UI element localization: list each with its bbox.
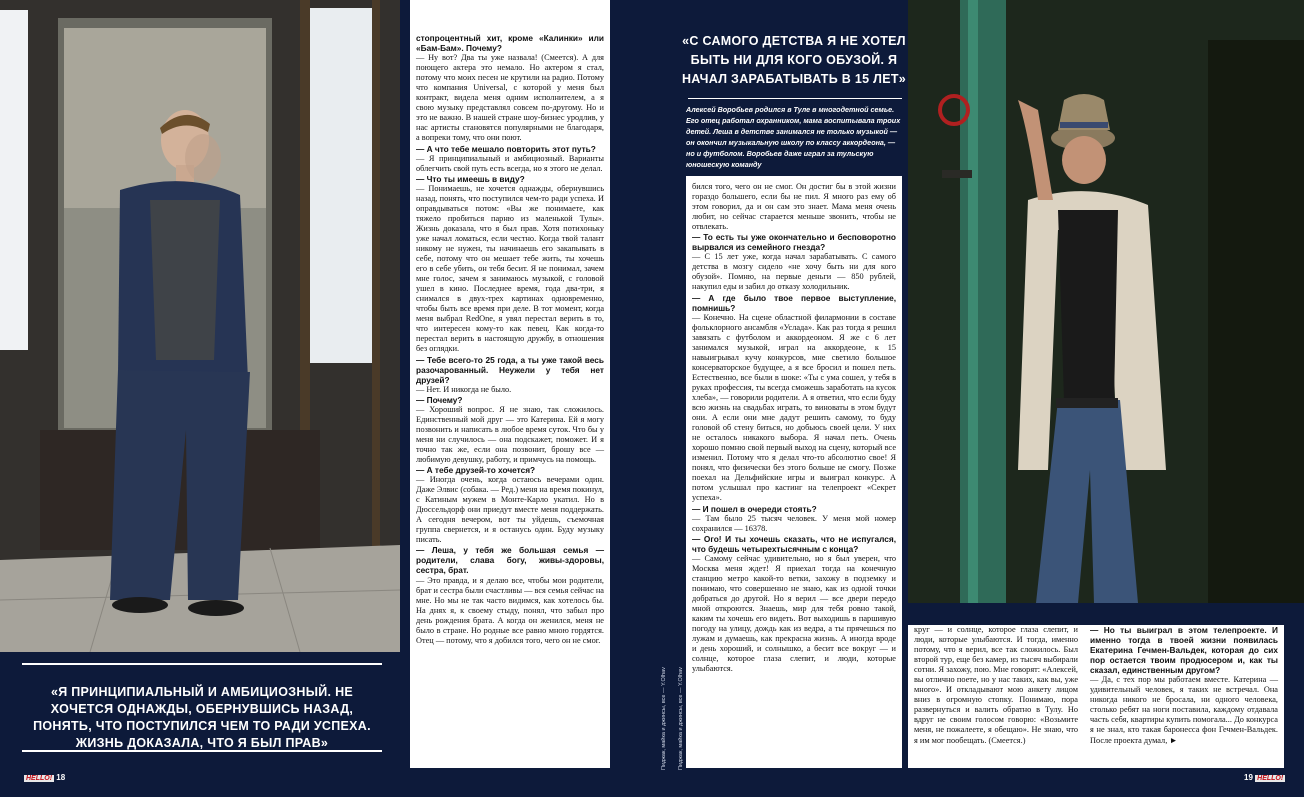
interview-answer: — С 15 лет уже, когда начал зарабатывать. С самого детства в мозгу сидело «не хочу быть ни для кого обузой». Помню, на первые деньги — 850 рублей, накупил еды и забил до отказу холодильник. <box>692 252 896 292</box>
interview-answer: — Иногда очень, когда остаюсь вечерами один. Даже Элвис (собака. — Ред.) меня на время покинул, с Катиным мужем в Монте-Карло укатил. Но в Дюссельдорф они приедут вместе меня поддержать. А сегодня вечером, вот ты уйдешь, съемочная группа свернется, и я останусь один. Буду музыку писать. <box>416 475 605 545</box>
left-folio <box>24 773 65 782</box>
interview-question: — Тебе всего-то 25 года, а ты уже такой весь разочарованный. Неужели у тебя нет друзей? <box>416 354 604 385</box>
text-column-3 <box>908 625 1084 768</box>
page-number: 19 <box>1244 773 1253 782</box>
interview-answer: — Ну вот? Два ты уже назвала! (Смеется). А для поющего актера это немало. Но актером я стал, потому что моих песен не крутили на радио. Потому что компания Universal, с которой у меня был контракт, видела меня одним исполнителем, а я свою музыку представлял совсем по-другому. Но и это не важно. В нашей стране шоу-бизнес уродлив, у нас артисты становятся популярными не благодаря, а вопреки тому, что они поют. <box>416 53 604 143</box>
interview-question: — Почему? <box>416 394 463 405</box>
interview-answer: — Самому сейчас удивительно, но я был уверен, что Москва меня ждет! Я приехал тогда на конечную станцию метро какой-то ветки, захожу в подземку и понимаю, что совершенно не знаю, как из одной точки добраться до другой. Но я верил — все двери передо мной откроются. Знаешь, мир для тебя ровно такой, каким ты хочешь его видеть. Вот выходишь в паршивую погоду на улицу, дождь как из ведра, а ты прячешься по лужам и думаешь, как прекрасна жизнь. А иногда вроде и день хороший, и солнышко, а бесит все вокруг — и солнце, которое глаза слепит, и люди, которые улыбаются. <box>692 553 896 674</box>
photo-credit-right: Пиджак, майка и джинсы, все — Y.Olhav <box>678 667 684 770</box>
left-pull-quote: «Я ПРИНЦИПИАЛЬНЫЙ И АМБИЦИОЗНЫЙ. НЕ ХОЧЕТСЯ ОДНАЖДЫ, ОБЕРНУВШИСЬ НАЗАД, ПОНЯТЬ, ЧТО ПОСТУПИЛСЯ ЧЕМ ТО РАДИ УСПЕХА. ЖИЗНЬ ДОКАЗАЛА, ЧТО Я БЫЛ ПРАВ» <box>33 685 371 750</box>
interview-question: — Ого! И ты хочешь сказать, что не испугался, что будешь четырехтысячным с конца? <box>692 533 896 554</box>
intro-rule <box>688 98 902 99</box>
interview-question: — И пошел в очереди стоять? <box>692 503 817 514</box>
right-portrait-photo <box>908 0 1304 603</box>
text-column-2 <box>686 176 902 768</box>
photo-credit-left: Пиджак, майка и джинсы, все — Y.Olhav <box>661 667 667 770</box>
magazine-logo: HELLO! <box>1257 775 1284 782</box>
interview-question: — Что ты имеешь в виду? <box>416 173 525 184</box>
interview-answer: круг — и солнце, которое глаза слепит, и люди, которые улыбаются. И тогда, именно потому, что я верил, все так сложилось. Был второй тур, еще без камер, из тысяч выбирали сотни. Я захожу, пою. Мне говорят: «Алексей, вы отлично поете, но у нас таких, как вы, уже много». И откладывают мою анкету лицом вниз в огромную стопку. Понимаю, пора развернуться и валить обратно в Тулу. Но вдруг не своим голосом говорю: «Возьмите меня, не пожалеете, я обещаю». Не знаю, что я им мог пообещать. (Смеется.) <box>914 625 1078 745</box>
interview-question: — Леша, у тебя же большая семья — родители, слава богу, живы-здоровы, сестра, брат. <box>416 545 604 576</box>
interview-answer: — Хороший вопрос. Я не знаю, так сложилось. Единственный мой друг — это Катерина. Ей я могу позвонить и написать в любое время суток. Что бы у меня ни случилось — она подскажет, поможет. И я точно так же, если она позвонит, брошу все — любимую девушку, работу, и примчусь на помощь. <box>416 404 604 464</box>
interview-question: — А что тебе мешало повторить этот путь? <box>416 143 596 154</box>
interview-answer: — Конечно. На сцене областной филармонии в составе фольклорного ансамбля «Услада». Как раз тогда я решил завязать с футболом и аккордеоном. Я же с 6 лет занимался музыкой, играл на аккордеоне, к 15 навыигрывал кучу конкурсов, мне светило большое консерваторское будущее, а я все бросил и пошел петь. Естественно, все были в шоке: «Ты с ума сошел, у тебя в руках профессия, ты всегда сможешь заработать на кусок хлеба», — говорили родители. А я ответил, что если буду всю жизнь на свадьбах играть, то виноваты в этом будут они. А если они мне дадут решить самому, то буду головой об стену биться, но добьюсь своей цели. У них не осталось никакого выбора. Я начал петь. Очень хорошо помню свой первый выход на сцену, который все изменил. Потому что я делал что-то абсолютно свое! Я понял, что физически без этого больше не смогу. Позже поехал на Дельфийские игры и выиграл конкурс. А потом услышал про кастинг на телепроект «Секрет успеха». <box>692 312 896 503</box>
right-photo-illustration <box>908 0 1304 603</box>
interview-question: — Но ты выиграл в этом телепроекте. И именно тогда в твоей жизни появилась Екатерина Гечмен-Вальдек, которая до сих пор остается твоим продюсером и, как ты сказал, единственным другом? <box>1090 625 1278 676</box>
quote-top-rule <box>22 663 382 665</box>
magazine-logo: HELLO! <box>26 775 53 782</box>
page-number: 18 <box>56 773 66 782</box>
text-column-1 <box>410 0 610 768</box>
interview-question: стопроцентный хит, кроме «Калинки» или «Бам-Бам». Почему? <box>416 33 604 54</box>
left-portrait-photo <box>0 0 400 652</box>
interview-answer: — Да, с тех пор мы работаем вместе. Катерина — удивительный человек, я таких не встречал. Она никогда никого не бросала, ни одного человека, столько ребят на ноги поставила, каждому отдавала часть себя, квартиры купить помогала... До конкурса я не знал, кто такая баронесса фон Гечмен-Вальдек. После проекта думал, ► <box>1090 675 1278 745</box>
quote-bottom-rule <box>22 750 382 752</box>
interview-question: — То есть ты уже окончательно и бесповоротно вырвался из семейного гнезда? <box>692 232 896 253</box>
left-photo-illustration <box>0 0 400 652</box>
interview-answer: — Я принципиальный и амбициозный. Варианты облегчить свой путь есть всегда, но я этого не делал. <box>416 153 604 173</box>
article-intro: Алексей Воробьев родился в Туле в многодетной семье. Его отец работал охранником, мама воспитывала троих детей. Леша в детстве занимался не только музыкой — он окончил музыкальную школу по классу аккордеона, — но и футболом. Воробьев даже играл за тульскую юношескую команду <box>686 105 901 169</box>
text-column-4 <box>1084 625 1284 768</box>
interview-question: — А где было твое первое выступление, помнишь? <box>692 292 896 313</box>
right-pull-quote: «С САМОГО ДЕТСТВА Я НЕ ХОТЕЛ БЫТЬ НИ ДЛЯ КОГО ОБУЗОЙ. Я НАЧАЛ ЗАРАБАТЫВАТЬ В 15 ЛЕТ» <box>681 34 907 86</box>
interview-answer: — Там было 25 тысяч человек. У меня мой номер сохранился — 16378. <box>692 513 896 533</box>
right-folio <box>1244 773 1285 782</box>
interview-answer: — Это правда, и я делаю все, чтобы мои родители, брат и сестра были счастливы — вся семья сейчас на мне. Но мы не так часто видимся, как хотелось бы. На днях я, к своему стыду, понял, что забыл про день рождения брата. А когда он женился, меня не было в стране. Но родные все равно мною гордятся. Отец — потому, что я добился того, чего он не смог. <box>416 575 604 645</box>
interview-answer: бился того, чего он не смог. Он достиг бы в этой жизни гораздо большего, если бы не пил. Я много раз ему об этом говорил, да и он сам это знает. Мама меня очень любит, но сейчас старается меньше звонить, чтобы не отвлекать. <box>692 182 896 232</box>
interview-question: — А тебе друзей-то хочется? <box>416 465 536 476</box>
interview-answer: — Понимаешь, не хочется однажды, обернувшись назад, понять, что поступился чем-то ради успеха. И оправдываться потом: «Вы же понимаете, как тяжело пробиться парню из маленькой Тулы». Жизнь доказала, что я был прав. Хотя потихоньку уже начал ломаться, если честно. Когда твой талант никому не нужен, ты начинаешь его закапывать в себе, потому что он мешает тебе жить, ты хочешь его в себе убить, он тебя бесит. Я не понимал, зачем мне голос, зачем я занимаюсь музыкой, с головой ушел в кино. Последнее время, года два-три, я снимался в двух-трех картинах одновременно, чтобы быть все время при деле. В тот момент, когда меня выбрал RedOne, я увял перестал верить в то, что интересен кому-то как певец. Как когда-то перестал верить в настоящую дружбу, в отношения без оглядки. <box>416 183 604 354</box>
interview-answer: — Нет. И никогда не было. <box>416 384 512 394</box>
